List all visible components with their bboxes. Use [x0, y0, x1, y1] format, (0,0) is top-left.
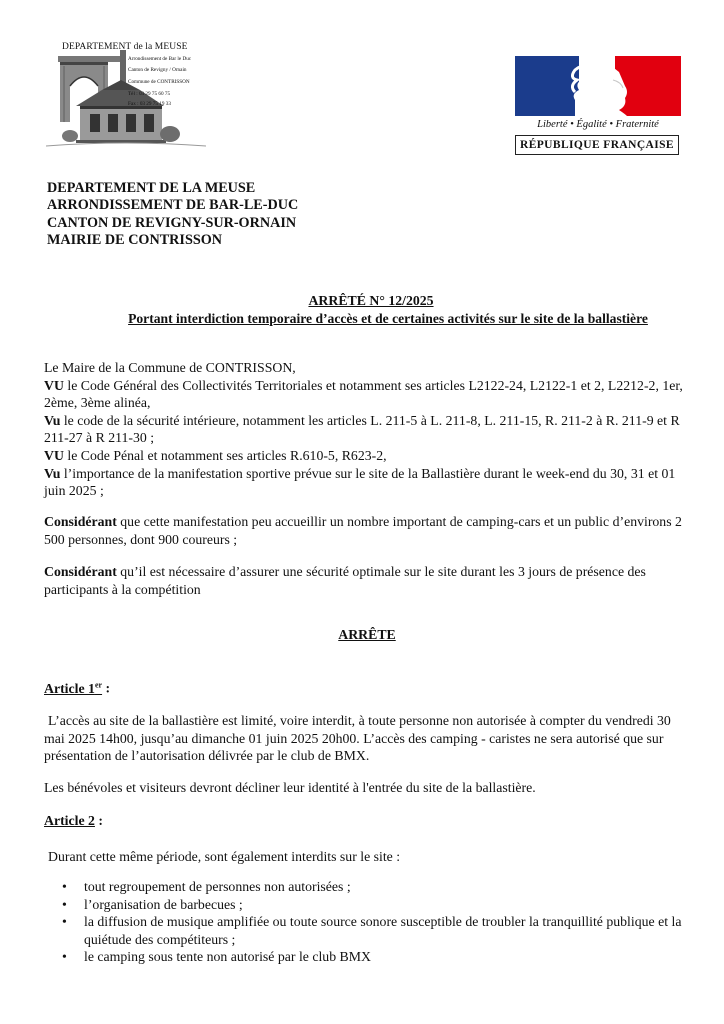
logo-line: Commune de CONTRISSON: [128, 79, 190, 85]
preamble: [44, 359, 684, 500]
prohibition-list: [44, 878, 684, 966]
bullet-icon: •: [62, 949, 67, 965]
considerant-keyword: Considérant: [44, 564, 117, 579]
maire-line: Le Maire de la Commune de CONTRISSON,: [44, 360, 296, 375]
vu-keyword: VU: [44, 377, 64, 393]
vu-line: [44, 377, 684, 412]
article-1-paragraph: L’accès au site de la ballastière est limité, voire interdit, à toute personne non autorisée à compter du vendredi 30 mai 2025 14h00, jusqu’au dimanche 01 juin 2025 20h00. L’accès des camping - caristes ne sera autorisé que sur présentation de l’autorisation délivrée par le club de BMX.: [44, 713, 671, 764]
bullet-icon: •: [62, 914, 67, 930]
considerant-keyword: Considérant: [44, 514, 117, 529]
address-line: DEPARTEMENT DE LA MEUSE: [47, 180, 256, 196]
marianne-logo: [515, 56, 681, 158]
vu-keyword: VU: [44, 447, 64, 463]
vu-text: le Code Pénal et notamment ses articles R.610-5, R623-2,: [63, 447, 387, 463]
article-label: Article 2: [44, 813, 95, 828]
list-item: • l’organisation de barbecues ;: [62, 896, 243, 912]
vu-line: [44, 447, 684, 465]
considerant-text: qu’il est nécessaire d’assurer une sécurité optimale sur le site durant les 3 jours de présence des participants à la compétition: [44, 564, 646, 597]
considerant-paragraph: [44, 563, 684, 598]
list-item: • le camping sous tente non autorisé par le club BMX: [62, 949, 371, 965]
vu-line: [44, 412, 684, 447]
marianne-flag-icon: [515, 56, 681, 116]
vu-line: [44, 465, 684, 500]
address-line: CANTON DE REVIGNY-SUR-ORNAIN: [47, 214, 297, 231]
logo-line: Canton de Revigny / Ornain: [128, 67, 187, 73]
article-2-heading: [44, 813, 103, 829]
article-2-intro: Durant cette même période, sont également interdits sur le site :: [48, 849, 401, 864]
address-line: ARRONDISSEMENT DE BAR-LE-DUC: [47, 197, 299, 214]
vu-keyword: Vu: [44, 412, 61, 428]
vu-text: le Code Général des Collectivités Territoriales et notamment ses articles L2122-24, L2122-1 et 2, L2212-2, 1er, 2ème, 3ème alinéa,: [44, 377, 683, 411]
republic-motto: Liberté • Égalité • Fraternité: [537, 119, 659, 130]
arrete-number: ARRÊTÉ N° 12/2025: [308, 293, 434, 308]
logo-title: DEPARTEMENT de la MEUSE: [62, 42, 188, 52]
republique-francaise-label: RÉPUBLIQUE FRANÇAISE: [515, 135, 679, 155]
list-item: • tout regroupement de personnes non autorisées ;: [62, 879, 351, 894]
considerant-paragraph: [44, 513, 684, 548]
logo-line: Tél : 03 29 75 60 75: [128, 91, 171, 97]
considerant-text: que cette manifestation peu accueillir un nombre important de camping-cars et un public d’environs 2 500 personnes, dont 900 coureurs ;: [44, 514, 682, 547]
article-1-heading: [44, 680, 110, 697]
logo-line: Arrondissement de Bar le Duc: [128, 56, 192, 62]
vu-keyword: Vu: [44, 465, 61, 481]
vu-text: le code de la sécurité intérieure, notamment les articles L. 211-5 à L. 211-8, L. 211-15, R. 211-2 à R. 211-9 et R 211-27 à R 211-30 ;: [44, 412, 680, 446]
address-block: [47, 180, 298, 250]
article-suffix: :: [94, 813, 103, 828]
logo-line: Fax : 03 29 75 19 33: [128, 101, 171, 107]
address-line: MAIRIE DE CONTRISSON: [47, 232, 223, 249]
article-1-paragraph: Les bénévoles et visiteurs devront décliner leur identité à l'entrée du site de la ballastière.: [44, 780, 536, 795]
list-item: • la diffusion de musique amplifiée ou toute source sonore susceptible de troubler la tranquillité publique et la quiétude des compétiteurs ;: [62, 914, 682, 947]
article-sup: er: [94, 680, 103, 689]
bullet-icon: •: [62, 879, 67, 894]
vu-text: l’importance de la manifestation sportive prévue sur le site de la Ballastière durant le week-end du 30, 31 et 01 juin 2025 ;: [44, 465, 676, 499]
article-label: Article 1: [44, 680, 95, 696]
arrete-subject: Portant interdiction temporaire d’accès et de certaines activités sur le site de la ballastière: [128, 311, 648, 326]
municipal-logo: [46, 42, 206, 154]
bullet-icon: •: [62, 896, 67, 912]
article-suffix: :: [102, 680, 111, 696]
arrete-heading: ARRÊTE: [338, 627, 396, 642]
